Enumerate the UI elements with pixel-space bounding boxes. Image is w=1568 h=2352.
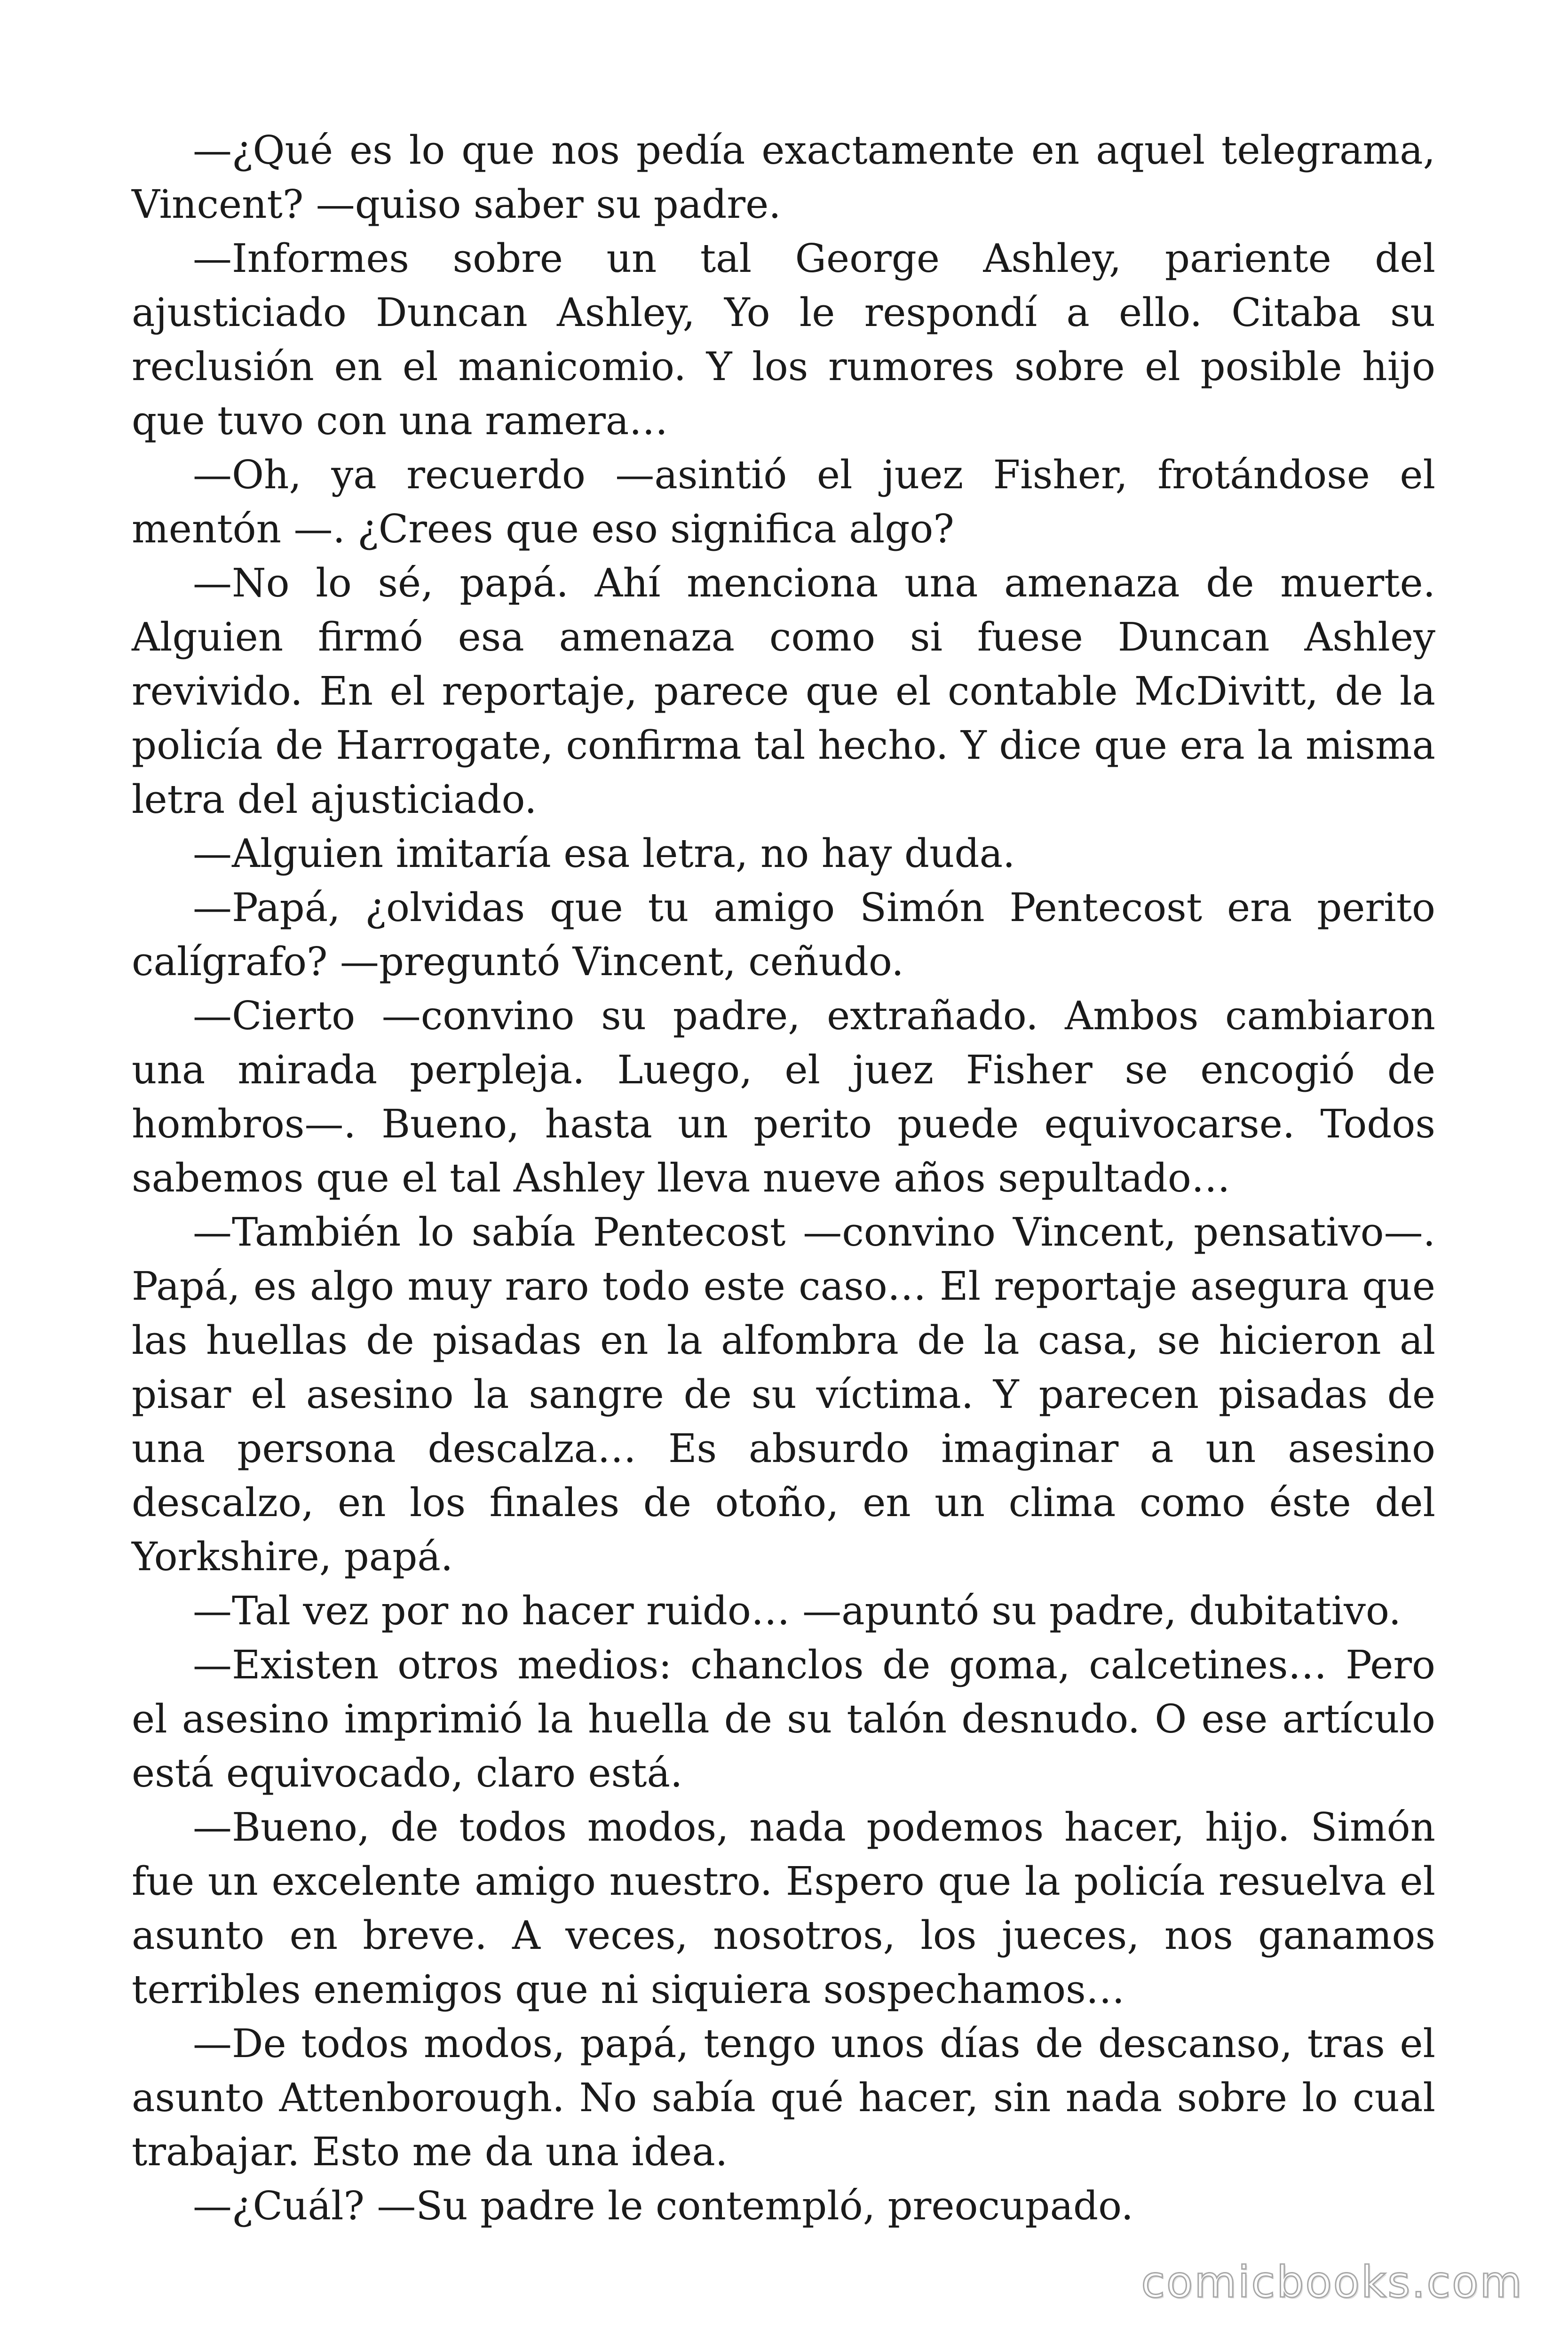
paragraph: —¿Qué es lo que nos pedía exactamente en aquel telegrama, Vincent? —quiso saber su padre. [132,127,1435,227]
watermark: comicbooks.com [1141,2257,1523,2307]
paragraph: —¿Cuál? —Su padre le contempló, preocupado. [193,2183,1134,2229]
paragraph: —Bueno, de todos modos, nada podemos hacer, hijo. Simón fue un excelente amigo nuestro. Espero que la policía resuelva el asunto en breve. A veces, nosotros, los jueces, nos ganamos terribles enemigos que ni siquiera sospechamos… [132,1804,1435,2012]
paragraph: —Alguien imitaría esa letra, no hay duda. [193,831,1015,876]
paragraph: —Tal vez por no hacer ruido… —apuntó su padre, dubitativo. [193,1588,1401,1634]
paragraph: —Cierto —convino su padre, extrañado. Ambos cambiaron una mirada perpleja. Luego, el juez Fisher se encogió de hombros—. Bueno, hasta un perito puede equivocarse. Todos sabemos que el tal Ashley lleva nueve años sepultado… [132,993,1435,1201]
paragraph: —Existen otros medios: chanclos de goma, calcetines… Pero el asesino imprimió la huella de su talón desnudo. O ese artículo está equivocado, claro está. [132,1642,1435,1796]
page-body-text [132,123,1435,2233]
paragraph: —Oh, ya recuerdo —asintió el juez Fisher, frotándose el mentón —. ¿Crees que eso significa algo? [132,452,1435,552]
paragraph: —Informes sobre un tal George Ashley, pariente del ajusticiado Duncan Ashley, Yo le respondí a ello. Citaba su reclusión en el manicomio. Y los rumores sobre el posible hijo que tuvo con una ramera… [132,236,1435,444]
paragraph: —También lo sabía Pentecost —convino Vincent, pensativo—. Papá, es algo muy raro todo este caso… El reportaje asegura que las huellas de pisadas en la alfombra de la casa, se hicieron al pisar el asesino la sangre de su víctima. Y parecen pisadas de una persona descalza… Es absurdo imaginar a un asesino descalzo, en los finales de otoño, en un clima como éste del Yorkshire, papá. [132,1209,1435,1580]
paragraph: —No lo sé, papá. Ahí menciona una amenaza de muerte. Alguien firmó esa amenaza como si fuese Duncan Ashley revivido. En el reportaje, parece que el contable McDivitt, de la policía de Harrogate, confirma tal hecho. Y dice que era la misma letra del ajusticiado. [132,560,1435,822]
paragraph: —Papá, ¿olvidas que tu amigo Simón Pentecost era perito calígrafo? —preguntó Vincent, ceñudo. [132,885,1435,985]
paragraph: —De todos modos, papá, tengo unos días de descanso, tras el asunto Attenborough. No sabía qué hacer, sin nada sobre lo cual trabajar. Esto me da una idea. [132,2021,1435,2175]
